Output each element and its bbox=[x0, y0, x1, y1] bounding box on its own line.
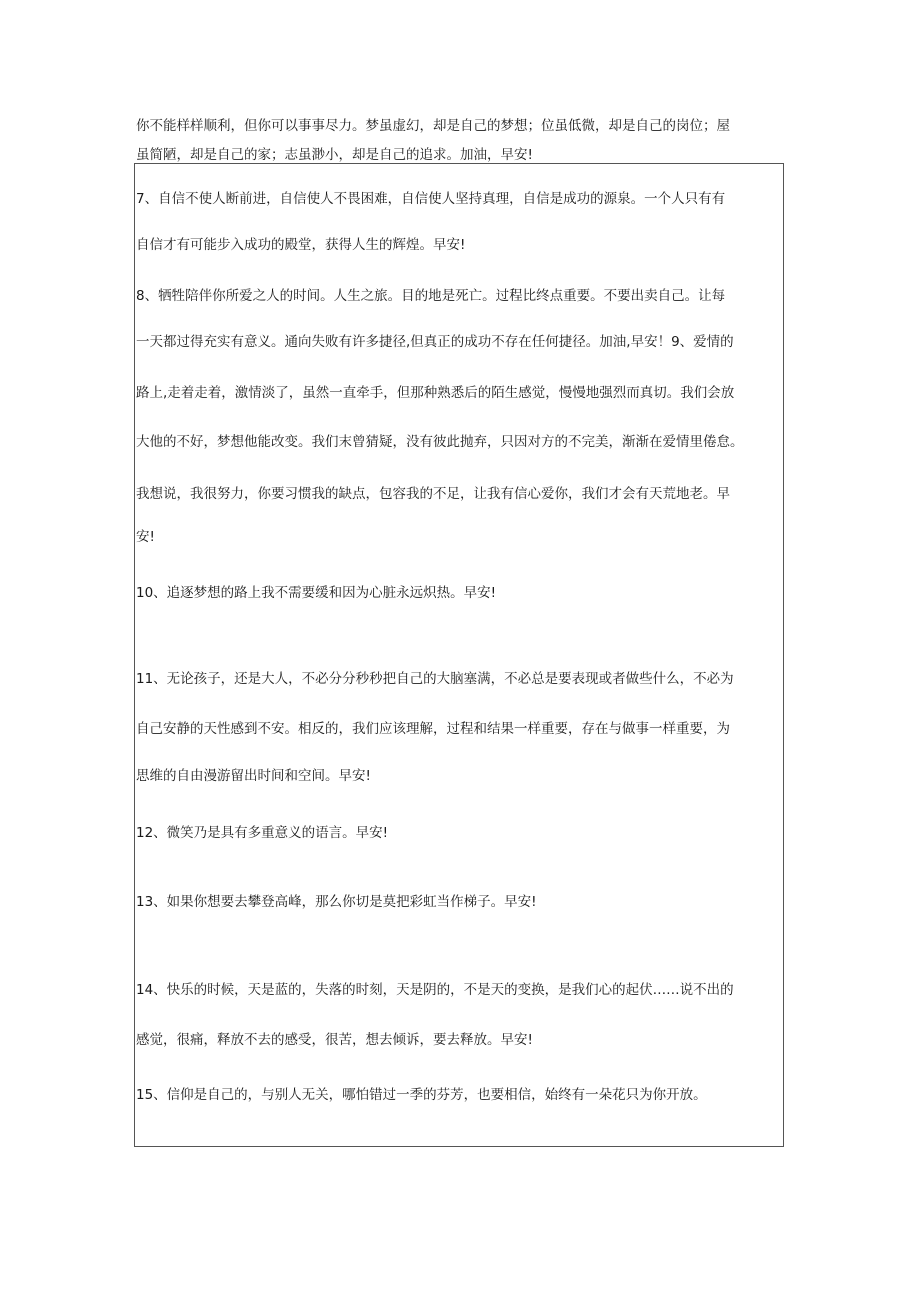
quote-line: 自己安静的天性感到不安。相反的，我们应该理解，过程和结果一样重要，存在与做事一样重要，为 bbox=[136, 721, 730, 737]
intro-line-2: 虽简陋，却是自己的家；志虽渺小，却是自己的追求。加油，早安! bbox=[136, 147, 533, 163]
quote-line: 自信才有可能步入成功的殿堂，获得人生的辉煌。早安! bbox=[136, 237, 466, 253]
quote-line: 12、微笑乃是具有多重意义的语言。早安! bbox=[136, 825, 389, 841]
intro-paragraph bbox=[136, 112, 786, 170]
quote-line: 一天都过得充实有意义。通向失败有许多捷径,但真正的成功不存在任何捷径。加油,早安！9、爱情的 bbox=[136, 334, 734, 350]
quote-line: 14、快乐的时候，天是蓝的，失落的时刻，天是阴的，不是天的变换，是我们心的起伏……说不出的 bbox=[136, 982, 734, 998]
intro-line-1: 你不能样样顺利，但你可以事事尽力。梦虽虚幻，却是自己的梦想；位虽低微，却是自己的岗位；屋 bbox=[136, 118, 730, 134]
quote-line: 15、信仰是自己的，与别人无关，哪怕错过一季的芬芳，也要相信，始终有一朵花只为你开放。 bbox=[136, 1087, 707, 1103]
quote-line: 7、自信不使人断前进，自信使人不畏困难，自信使人坚持真理，自信是成功的源泉。一个人只有有 bbox=[136, 191, 726, 207]
quote-line: 路上,走着走着，激情淡了，虽然一直牵手，但那种熟悉后的陌生感觉，慢慢地强烈而真切。我们会放 bbox=[136, 385, 735, 401]
quote-line: 11、无论孩子，还是大人，不必分分秒秒把自己的大脑塞满，不必总是要表现或者做些什么，不必为 bbox=[136, 671, 734, 687]
quote-line: 感觉，很痛，释放不去的感受，很苦，想去倾诉，要去释放。早安! bbox=[136, 1032, 533, 1048]
quote-line: 思维的自由漫游留出时间和空间。早安! bbox=[136, 768, 371, 784]
quote-line: 大他的不好，梦想他能改变。我们末曾猜疑，没有彼此抛弃，只因对方的不完美，渐渐在爱情里倦怠。 bbox=[136, 434, 744, 450]
quote-line: 10、追逐梦想的路上我不需要缓和因为心脏永远炽热。早安! bbox=[136, 585, 497, 601]
quote-line: 13、如果你想要去攀登高峰，那么你切是莫把彩虹当作梯子。早安! bbox=[136, 894, 537, 910]
content-box bbox=[134, 163, 784, 1147]
quote-line: 我想说，我很努力，你要习惯我的缺点，包容我的不足，让我有信心爱你，我们才会有天荒地老。早 bbox=[136, 486, 730, 502]
quote-line: 8、牺牲陪伴你所爱之人的时间。人生之旅。目的地是死亡。过程比终点重要。不要出卖自己。让每 bbox=[136, 288, 726, 304]
quote-line: 安! bbox=[136, 529, 155, 545]
